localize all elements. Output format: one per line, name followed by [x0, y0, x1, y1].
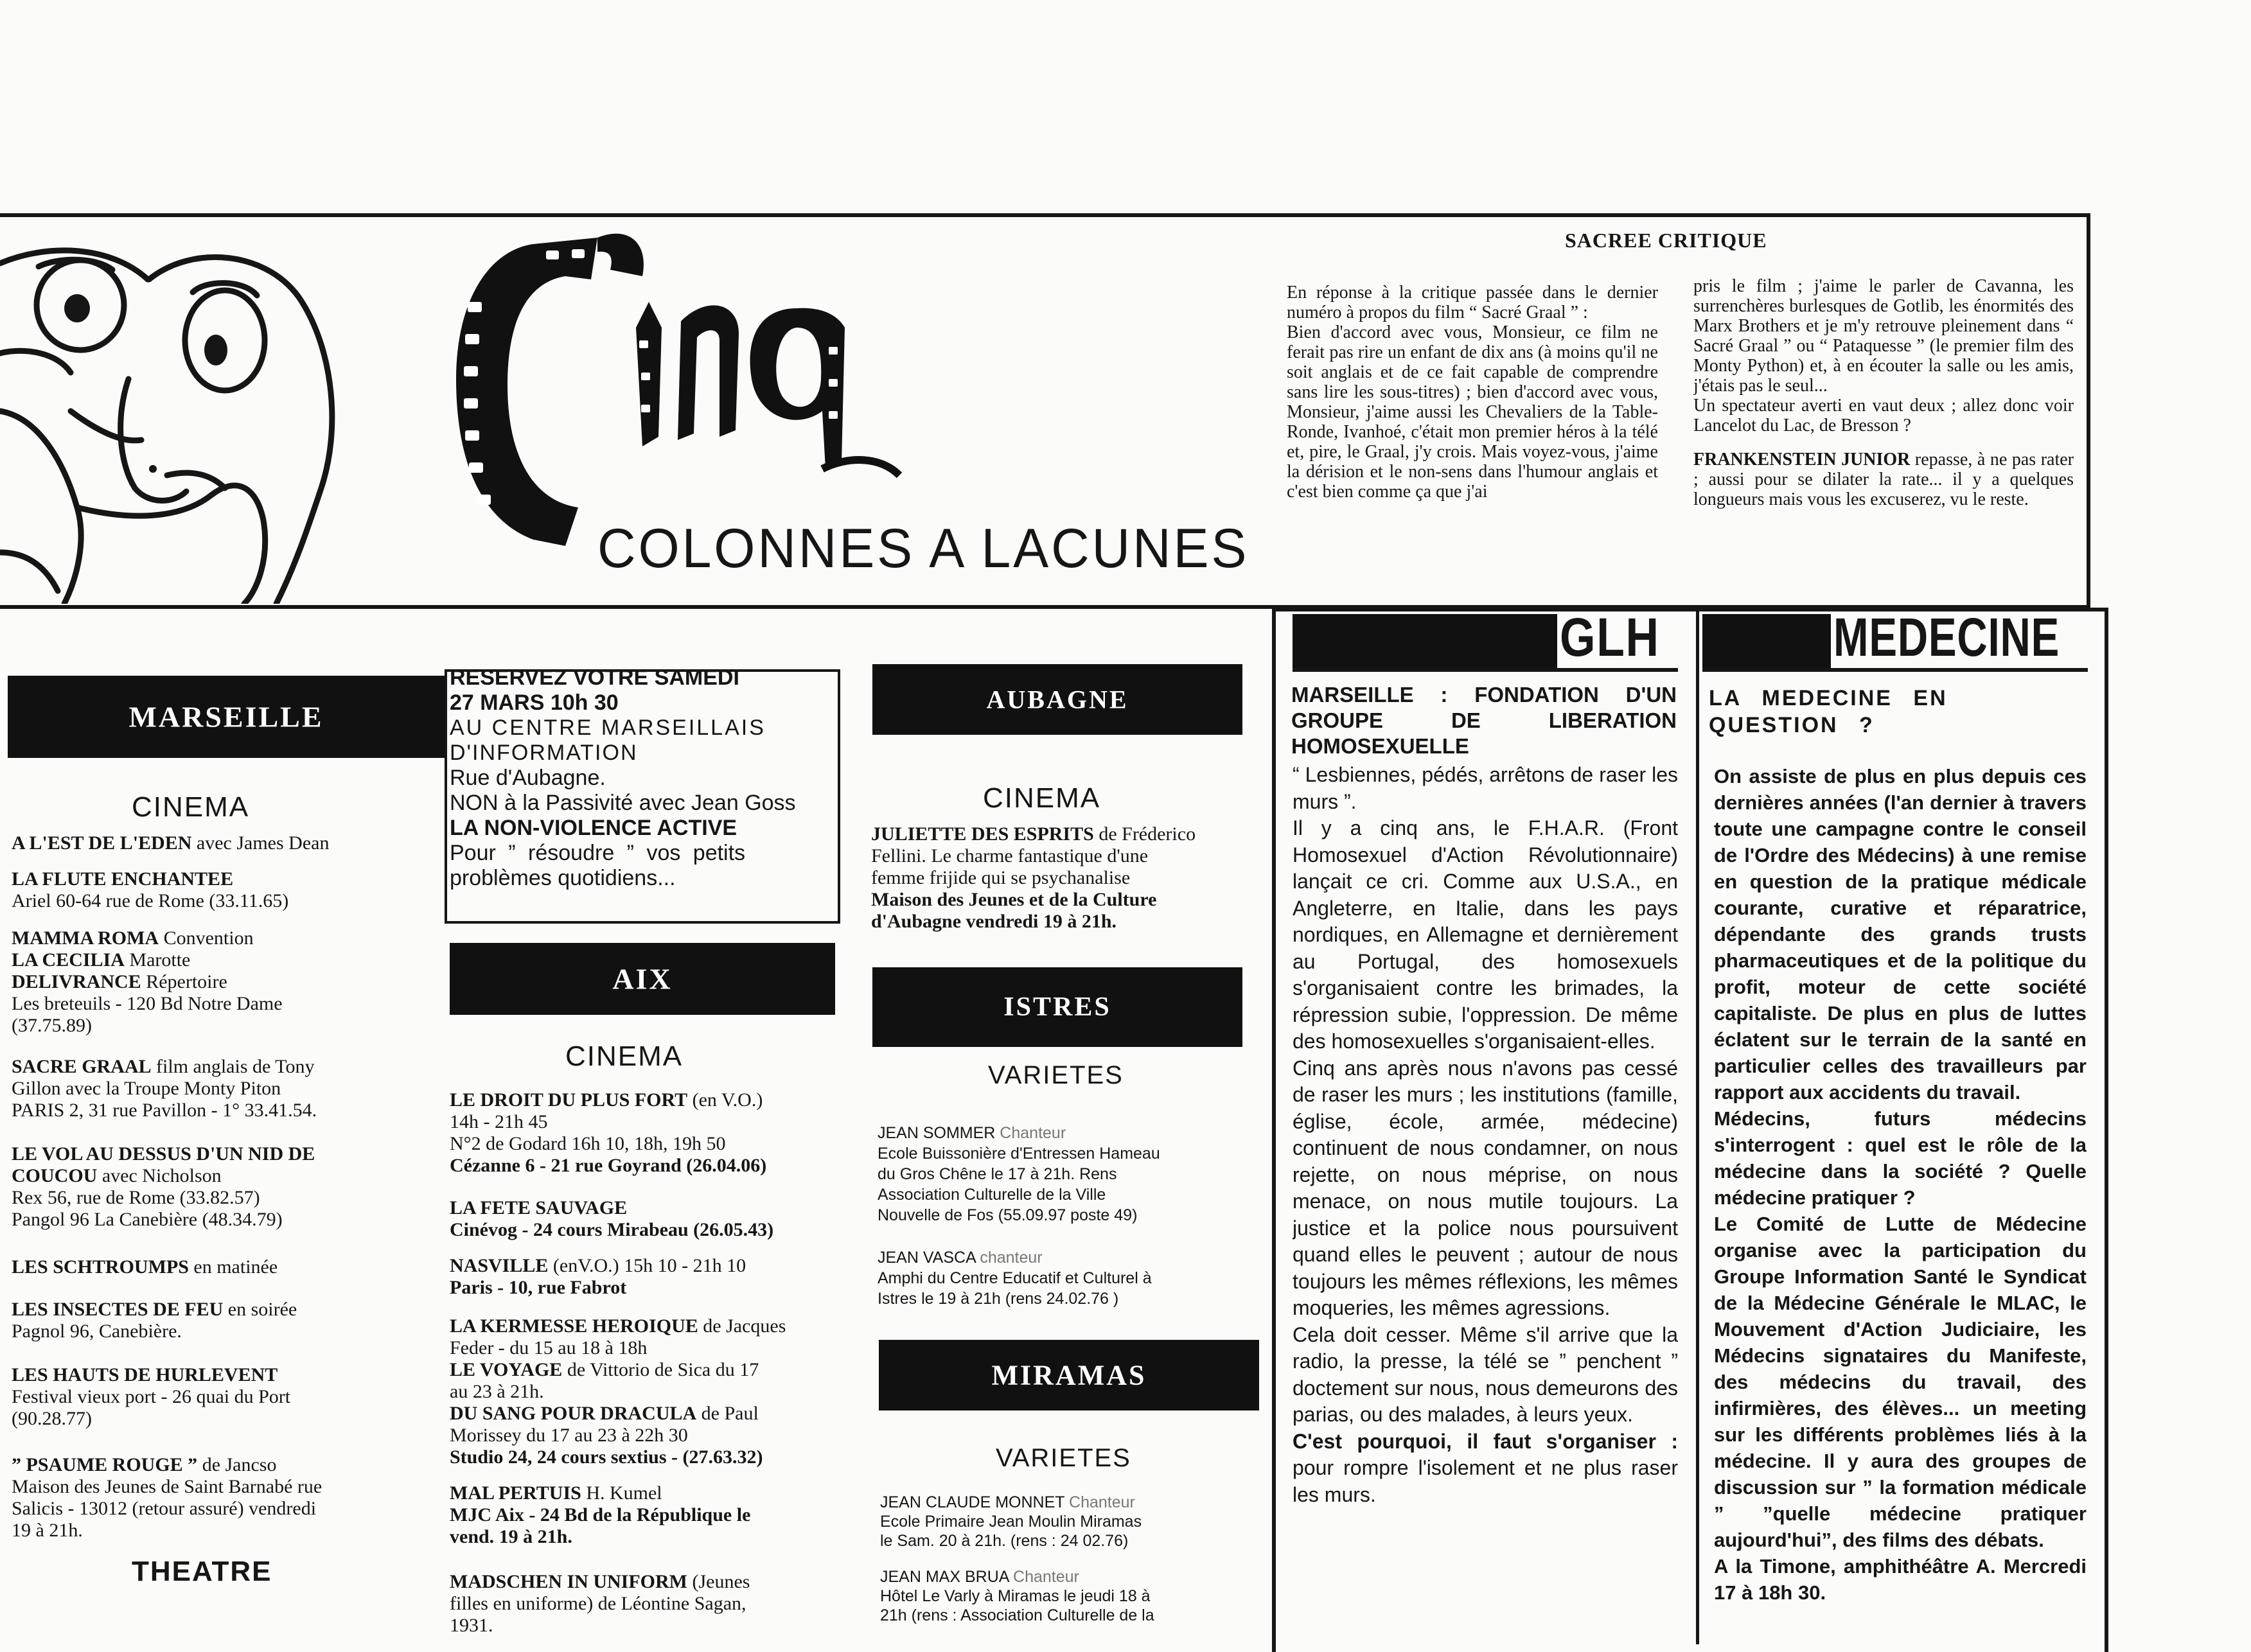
reserve-line5: Rue d'Aubagne. — [450, 766, 606, 790]
critique-right-p1: pris le film ; j'aime le parler de Cavanna, les surrenchères burlesques de Gotlib, les énormités des Marx Brothers et je m'y retrouve pleinement dans “ Sacré Graal ” ou “ Pataquesse ” (le premier film des Monty Python) et, à en écouter la salle ou les amis, j'étais pas le seul... — [1693, 276, 2074, 396]
list-item: LES SCHTROUMPS en matinée — [12, 1256, 278, 1278]
istres-varietes-heading: VARIETES — [988, 1061, 1124, 1089]
medecine-headline: LA MEDECINE EN QUESTION ? — [1709, 686, 1948, 737]
glh-headline: MARSEILLE : FONDATION D'UN GROUPE DE LIBERATION HOMOSEXUELLE — [1291, 683, 1677, 758]
reserve-line9: problèmes quotidiens... — [450, 866, 676, 890]
miramas-bar: MIRAMAS — [879, 1340, 1259, 1410]
list-item: MAL PERTUIS H. Kumel MJC Aix - 24 Bd de la République le vend. 19 à 21h. — [450, 1482, 751, 1547]
reserve-line7: LA NON-VIOLENCE ACTIVE — [450, 816, 737, 840]
cinq-title-logo — [437, 225, 1015, 559]
glh-paragraph: Cinq ans après nous n'avons pas cessé de raser les murs ; les institutions (famille, église, école, armée, médecine) continuent de nous condamner, on nous rejette, on nous méprise, on nous menace, on nous mutile toujours. La justice et la police nous poursuivent quand elles le peuvent ; autour de nous toujours les mêmes réflexions, les mêmes moqueries, les mêmes agressions. — [1293, 1056, 1678, 1319]
medecine-paragraph: Le Comité de Lutte de Médecine organise avec la participation du Groupe Information Santé le Syndicat de la Médecine Générale le MLAC, le Mouvement d'Action Judiciaire, les Médecins signataires du Manifeste, des médecins du travail, des infirmières, des élèves... un meeting sur les différents problèmes liés à la médecine. Il y aura des groupes de discussion sur ” la formation médicale ” ”quelle médecine pratiquer aujourd'hui”, des films des débats. — [1714, 1213, 2087, 1551]
list-item: JEAN SOMMER Chanteur Ecole Buissonière d'Entressen Hameau du Gros Chêne le 17 à 21h. Rens Association Culturelle de la Ville Nouvelle de Fos (55.09.97 poste 49) — [878, 1124, 1160, 1224]
glh-paragraph: “ Lesbiennes, pédés, arrêtons de raser les murs ”. — [1293, 763, 1678, 813]
list-item: ” PSAUME ROUGE ” de Jancso Maison des Jeunes de Saint Barnabé rue Salicis - 13012 (retour assuré) vendredi 19 à 21h. — [12, 1454, 322, 1541]
critique-right-column — [1693, 276, 2074, 584]
list-item: LA KERMESSE HEROIQUE de Jacques Feder - du 15 au 18 à 18h LE VOYAGE de Vittorio de Sica du 17 au 23 à 21h. DU SANG POUR DRACULA de Paul Morissey du 17 au 23 à 22h 30 Studio 24, 24 cours sextius - (27.63.32) — [450, 1315, 786, 1468]
list-item: LES HAUTS DE HURLEVENT Festival vieux port - 26 quai du Port (90.28.77) — [12, 1364, 291, 1429]
reserve-text — [450, 665, 835, 891]
reserve-line6: NON à la Passivité avec Jean Goss — [450, 791, 796, 815]
list-item: MADSCHEN IN UNIFORM (Jeunes filles en uniforme) de Léontine Sagan, 1931. — [450, 1571, 750, 1636]
glh-underline — [1293, 668, 1678, 672]
list-item: A L'EST DE L'EDEN avec James Dean — [12, 832, 330, 854]
right-column-divider — [1696, 610, 1699, 1644]
medecine-black-block — [1702, 614, 1831, 669]
critique-right-p2: Un spectateur averti en vaut deux ; allez donc voir Lancelot du Lac, de Bresson ? — [1693, 396, 2074, 435]
list-item: SACRE GRAAL film anglais de Tony Gillon avec la Troupe Monty Piton PARIS 2, 31 rue Pavillon - 1° 33.41.54. — [12, 1056, 317, 1121]
list-item: MAMMA ROMA Convention LA CECILIA Marotte DELIVRANCE Répertoire Les breteuils - 120 Bd Notre Dame (37.75.89) — [12, 927, 283, 1036]
list-item: LA FETE SAUVAGE Cinévog - 24 cours Mirabeau (26.05.43) — [450, 1197, 774, 1240]
critique-title: SACREE CRITIQUE — [1565, 229, 1767, 252]
medecine-paragraph: A la Timone, amphithéâtre A. Mercredi 17 à 18h 30. — [1714, 1555, 2087, 1604]
medecine-underline — [1702, 668, 2088, 672]
medecine-paragraph: On assiste de plus en plus depuis ces dernières années (l'an dernier à travers toute une campagne contre le conseil de l'Ordre des Médecins) à une remise en question de la pratique médicale courante, curative et réparatrice, dépendante des grands trusts pharmaceutiques et de la politique du profit, moteur de cette société capitaliste. De plus en plus de luttes éclatent sur le terrain de la santé en particulier celles des travailleurs par rapport aux accidents du travail. — [1714, 765, 2087, 1103]
list-item: JEAN VASCA chanteur Amphi du Centre Educatif et Culturel à Istres le 19 à 21h (rens 24.02.76 ) — [878, 1249, 1152, 1308]
glh-paragraph: Il y a cinq ans, le F.H.A.R. (Front Homosexuel d'Action Révolutionnaire) lançait ce cri. Comme aux U.S.A., en Angleterre, en Italie, dans les pays nordiques, en Allemagne et dernièrement au Portugal, des homosexuels s'organisaient contre les brimades, la répression subie, l'oppression. De même des homosexuelles s'organisaient-elles. — [1293, 816, 1678, 1053]
miramas-listings — [880, 1493, 1266, 1625]
list-item: LE VOL AU DESSUS D'UN NID DE COUCOU avec Nicholson Rex 56, rue de Rome (33.82.57) Pangol 96 La Canebière (48.34.79) — [12, 1143, 315, 1230]
medecine-label: MEDECINE — [1833, 607, 2060, 667]
aubagne-bar: AUBAGNE — [872, 664, 1242, 735]
list-item: JEAN CLAUDE MONNET Chanteur Ecole Primaire Jean Moulin Miramas le Sam. 20 à 21h. (rens : 24 02.76) — [880, 1493, 1142, 1550]
medecine-article-body — [1714, 763, 2087, 1639]
glh-black-block — [1293, 614, 1557, 669]
aubagne-title: JULIETTE DES ESPRITS — [871, 823, 1094, 845]
reserve-line3: AU CENTRE MARSEILLAIS — [450, 716, 766, 740]
marseille-cinema-heading: CINEMA — [132, 791, 250, 823]
critique-left-p2: Bien d'accord avec vous, Monsieur, ce film ne ferait pas rire un enfant de dix ans (à moins qu'il ne soit anglais et de ce fait capable de comprendre sans lire les sous-titres) ; bien d'accord avec vous, Monsieur, j'aime aussi les Chevaliers de la Table-Ronde, Ivanhoé, c'était mon premier héros à la télé et, pire, le Graal, j'y crois. Mais voyez-vous, j'aime la dérision et le non-sens dans l'humour anglais et c'est bien comme ça que j'ai — [1287, 322, 1658, 502]
medecine-paragraph: Médecins, futurs médecins s'interrogent : quel est le rôle de la médecine dans la société ? Quelle médecine pratiquer ? — [1714, 1107, 2087, 1209]
glh-label: GLH — [1560, 607, 1660, 667]
list-item: NASVILLE (enV.O.) 15h 10 - 21h 10 Paris - 10, rue Fabrot — [450, 1255, 746, 1298]
header-subtitle: COLONNES A LACUNES — [597, 518, 1249, 579]
critique-left-column — [1287, 283, 1658, 584]
cartoon-face-illustration — [0, 218, 360, 604]
list-item: LE DROIT DU PLUS FORT (en V.O.) 14h - 21h 45 N°2 de Godard 16h 10, 18h, 19h 50 Cézanne 6 - 21 rue Goyrand (26.04.06) — [450, 1089, 767, 1176]
critique-fj-text: repasse, à ne pas rater ; aussi pour se dilater la rate... il y a quelques longueurs mais vous les excuserez, vu le reste. — [1693, 450, 2074, 509]
istres-bar: ISTRES — [872, 967, 1242, 1047]
glh-article-body — [1293, 762, 1678, 1639]
list-item: LA FLUTE ENCHANTEE Ariel 60-64 rue de Rome (33.11.65) — [12, 868, 289, 911]
list-item: LES INSECTES DE FEU en soirée Pagnol 96, Canebière. — [12, 1299, 297, 1342]
marseille-bar: MARSEILLE — [8, 676, 445, 758]
aix-cinema-heading: CINEMA — [565, 1041, 684, 1072]
glh-paragraph-last: C'est pourquoi, il faut s'organiser : pour rompre l'isolement et ne plus raser les murs. — [1293, 1429, 1678, 1506]
reserve-line2: 27 MARS 10h 30 — [450, 690, 619, 715]
reserve-line4: D'INFORMATION — [450, 741, 638, 765]
reserve-line8: Pour ” résoudre ” vos petits — [450, 841, 746, 865]
glh-paragraph: Cela doit cesser. Même s'il arrive que la radio, la presse, la télé se ” penchent ” doctement sur nous, nous demeurons des parias, ou des malades, à leurs yeux. — [1293, 1322, 1678, 1426]
istres-listings — [878, 1123, 1263, 1309]
aubagne-listing: JULIETTE DES ESPRITS de Fréderico Fellini. Le charme fantastique d'une femme frijide qui se psychanalise Maison des Jeunes et de la Culture d'Aubagne vendredi 19 à 21h. — [871, 823, 1196, 932]
critique-fj-title: FRANKENSTEIN JUNIOR — [1693, 450, 1911, 470]
critique-left-p1: En réponse à la critique passée dans le dernier numéro à propos du film “ Sacré Graal ” : — [1287, 283, 1658, 322]
aubagne-cinema-heading: CINEMA — [983, 782, 1101, 814]
aix-bar: AIX — [450, 943, 835, 1015]
marseille-theatre-heading: THEATRE — [132, 1556, 272, 1587]
list-item: JEAN MAX BRUA Chanteur Hôtel Le Varly à Miramas le jeudi 18 à 21h (rens : Association Culturelle de la — [880, 1568, 1154, 1624]
critique-frankenstein — [1693, 450, 2074, 509]
reserve-line1: RESERVEZ VOTRE SAMEDI — [450, 665, 739, 690]
miramas-varietes-heading: VARIETES — [996, 1444, 1131, 1472]
